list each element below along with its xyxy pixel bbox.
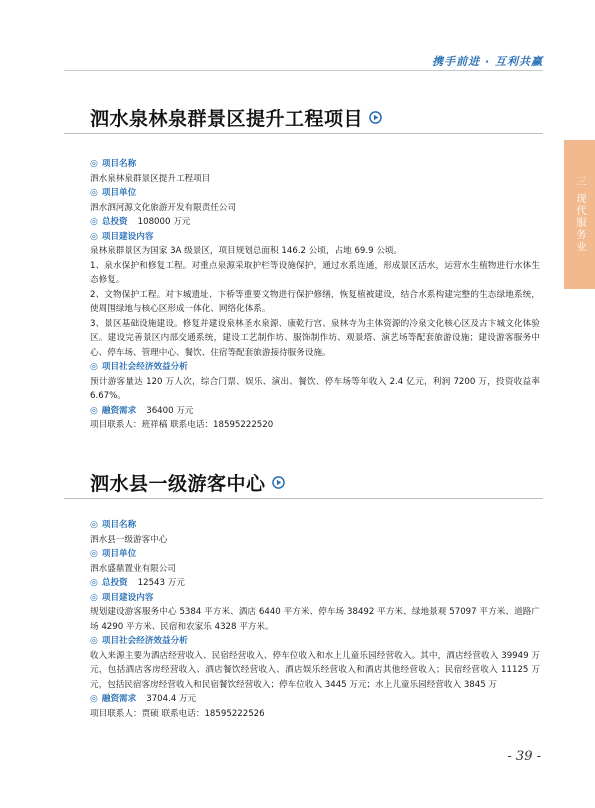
unit-value: 泗水泗河源文化旅游开发有限责任公司 bbox=[90, 202, 237, 213]
label-text: 项目单位 bbox=[101, 549, 137, 559]
circle-bullet-icon: ◎ bbox=[90, 520, 98, 530]
label-text: 融资需求 bbox=[101, 694, 137, 704]
contact-info: 项目联系人：班祥稿 联系电话：18595222520 bbox=[90, 420, 274, 430]
section-body bbox=[90, 157, 540, 433]
circle-bullet-icon: ◎ bbox=[90, 549, 98, 559]
investment-value: 12543 万元 bbox=[137, 578, 185, 588]
label-text: 项目名称 bbox=[101, 520, 137, 530]
section-divider bbox=[64, 498, 543, 499]
side-tab bbox=[564, 140, 595, 289]
section-divider bbox=[64, 133, 543, 134]
label-project-name bbox=[90, 157, 540, 172]
unit-value: 泗水盛鼎置业有限公司 bbox=[90, 563, 176, 574]
financing-value: 3704.4 万元 bbox=[146, 694, 197, 704]
project-name-value: 泗水泉林泉群景区提升工程项目 bbox=[90, 173, 211, 184]
circle-bullet-icon: ◎ bbox=[90, 636, 98, 646]
circle-bullet-icon: ◎ bbox=[90, 188, 98, 198]
label-text: 项目社会经济效益分析 bbox=[101, 362, 188, 372]
label-project-name bbox=[90, 518, 540, 533]
label-text: 项目建设内容 bbox=[101, 592, 154, 603]
content-paragraph: 1、泉水保护和修复工程。对重点泉源采取护栏等设施保护，通过水系连通，形成景区活水，运营水生植物进行水体生态修复。 bbox=[90, 260, 540, 285]
content-paragraph: 泉林泉群景区为国家 3A 级景区，项目规划总面积 146.2 公顷，占地 69.9 公顷。 bbox=[90, 246, 403, 256]
play-arrow-icon bbox=[272, 476, 285, 489]
label-content bbox=[90, 591, 540, 606]
circle-bullet-icon: ◎ bbox=[90, 362, 98, 372]
label-text: 项目名称 bbox=[101, 159, 137, 169]
label-text: 项目单位 bbox=[101, 188, 137, 198]
project-name-value: 泗水县一级游客中心 bbox=[90, 534, 168, 545]
label-unit bbox=[90, 547, 540, 562]
section-title bbox=[90, 104, 382, 131]
financing-value: 36400 万元 bbox=[146, 405, 194, 416]
label-benefit bbox=[90, 634, 540, 649]
header-slogan: 携手前进 · 互利共赢 bbox=[432, 55, 543, 68]
section-title-text: 泗水泉林泉群景区提升工程项目 bbox=[90, 108, 364, 130]
circle-bullet-icon: ◎ bbox=[90, 592, 98, 603]
investment-value: 108000 万元 bbox=[137, 217, 191, 227]
circle-bullet-icon: ◎ bbox=[90, 578, 98, 588]
section-title-text: 泗水县一级游客中心 bbox=[90, 473, 266, 495]
label-text: 总投资 bbox=[101, 217, 128, 227]
label-text: 项目建设内容 bbox=[101, 231, 154, 242]
label-investment bbox=[90, 215, 540, 230]
section-body bbox=[90, 518, 540, 721]
content-paragraph: 2、文物保护工程。对卞城遗址、卞桥等重要文物进行保护修缮，恢复植被建设，结合水系构建完整的生态绿地系统，使周围绿地与核心区形成一体化、网络化体系。 bbox=[90, 289, 540, 314]
label-financing bbox=[90, 692, 540, 707]
content-paragraph: 3、景区基础设施建设。修复并建设泉林圣水泉源、康乾行宫、泉林寺为主体资源的冷泉文化核心区及古卞城文化体验区。建设完善景区内部交通系统，建设工艺制作坊、服饰制作坊、观景塔、演艺场等配套旅游设施；建设游客服务中心、停车场、管理中心、餐饮、住宿等配套旅游接待服务设施。 bbox=[90, 318, 540, 358]
header-divider bbox=[64, 70, 543, 71]
side-tab-label: 三 现代服务业 bbox=[574, 176, 585, 254]
benefit-text: 预计游客量达 120 万人次，综合门票、娱乐、演出、餐饮、停车场等年收入 2.4 亿元，利润 7200 万，投资收益率 6.67%。 bbox=[90, 376, 540, 401]
label-investment bbox=[90, 576, 540, 591]
circle-bullet-icon: ◎ bbox=[90, 217, 98, 227]
label-content bbox=[90, 230, 540, 245]
label-benefit bbox=[90, 360, 540, 375]
play-arrow-icon bbox=[369, 111, 382, 124]
label-text: 项目社会经济效益分析 bbox=[101, 636, 188, 646]
label-text: 总投资 bbox=[101, 578, 128, 588]
benefit-text: 收入来源主要为酒店经营收入、民宿经营收入、停车位收入和水上儿童乐园经营收入。其中，酒店经营收入 39949 万元，包括酒店客房经营收入、酒店餐饮经营收入、酒店娱乐经营收入和酒店其他经营收入；民宿经营收入 11125 万元，包括民宿客房经营收入和民宿餐饮经营收入；停车位收入 3445 万元；水上儿童乐园经营收入 3845 万 bbox=[90, 650, 540, 690]
label-unit bbox=[90, 186, 540, 201]
circle-bullet-icon: ◎ bbox=[90, 159, 98, 169]
circle-bullet-icon: ◎ bbox=[90, 231, 98, 242]
content-paragraph: 规划建设游客服务中心 5384 平方米、酒店 6440 平方米、停车场 38492 平方米、绿地景观 57097 平方米、道路广场 4290 平方米、民宿和农家乐 4328 平方米。 bbox=[90, 607, 540, 632]
label-financing bbox=[90, 404, 540, 419]
label-text: 融资需求 bbox=[101, 405, 137, 416]
circle-bullet-icon: ◎ bbox=[90, 694, 98, 704]
circle-bullet-icon: ◎ bbox=[90, 405, 98, 416]
contact-info: 项目联系人：贾硕 联系电话：18595222526 bbox=[90, 708, 265, 719]
section-title bbox=[90, 469, 285, 496]
page-number: - 39 - bbox=[507, 749, 541, 764]
